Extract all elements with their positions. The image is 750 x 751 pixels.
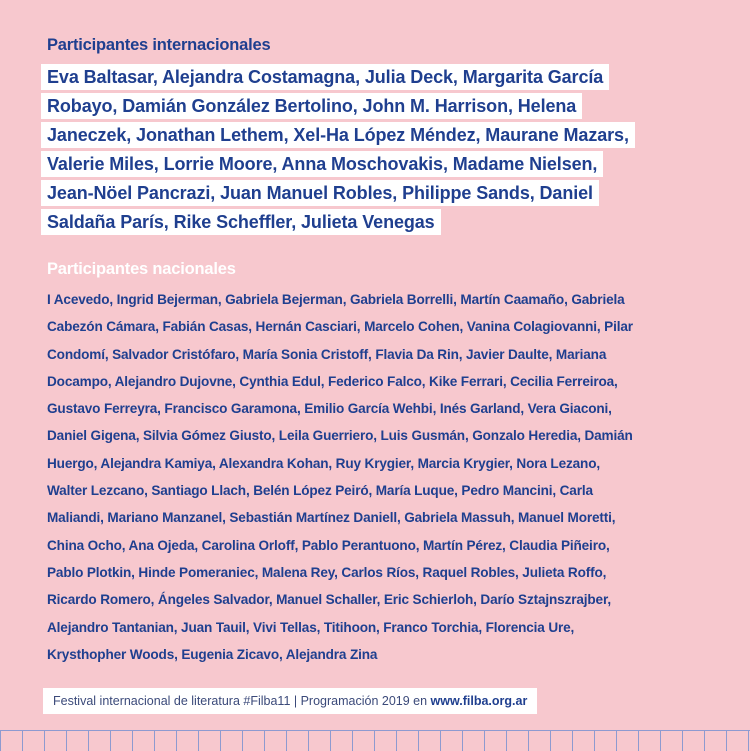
footer-text: Festival internacional de literatura #Filba11 | Programación 2019 en <box>53 694 431 708</box>
national-list <box>47 286 717 668</box>
national-heading: Participantes nacionales <box>47 260 236 278</box>
international-heading: Participantes internacionales <box>47 36 271 54</box>
international-line: Eva Baltasar, Alejandra Costamagna, Julia Deck, Margarita García <box>41 64 609 90</box>
national-line: Pablo Plotkin, Hinde Pomeraniec, Malena Rey, Carlos Ríos, Raquel Robles, Julieta Roffo, <box>47 564 607 580</box>
decorative-grid-strip <box>0 730 750 751</box>
international-line: Janeczek, Jonathan Lethem, Xel-Ha López Méndez, Maurane Mazars, <box>41 122 635 148</box>
national-line: I Acevedo, Ingrid Bejerman, Gabriela Bejerman, Gabriela Borrelli, Martín Caamaño, Gabriela <box>47 292 625 307</box>
national-line: Walter Lezcano, Santiago Llach, Belén López Peiró, María Luque, Pedro Mancini, Carla <box>47 483 593 499</box>
international-line: Saldaña París, Rike Scheffler, Julieta Venegas <box>41 209 441 235</box>
national-line: Gustavo Ferreyra, Francisco Garamona, Emilio García Wehbi, Inés Garland, Vera Giaconi, <box>47 401 612 417</box>
national-line: China Ocho, Ana Ojeda, Carolina Orloff, Pablo Perantuono, Martín Pérez, Claudia Piñeiro, <box>47 537 610 553</box>
national-line: Maliandi, Mariano Manzanel, Sebastián Martínez Daniell, Gabriela Massuh, Manuel Moretti, <box>47 510 616 526</box>
national-line: Condomí, Salvador Cristófaro, María Sonia Cristoff, Flavia Da Rin, Javier Daulte, Mariana <box>47 346 607 362</box>
national-line: Huergo, Alejandra Kamiya, Alexandra Kohan, Ruy Krygier, Marcia Krygier, Nora Lezano, <box>47 455 600 471</box>
national-line: Krysthopher Woods, Eugenia Zicavo, Alejandra Zina <box>47 646 378 662</box>
national-line: Cabezón Cámara, Fabián Casas, Hernán Casciari, Marcelo Cohen, Vanina Colagiovanni, Pilar <box>47 319 633 335</box>
national-line: Daniel Gigena, Silvia Gómez Giusto, Leila Guerriero, Luis Gusmán, Gonzalo Heredia, Damián <box>47 428 633 444</box>
international-list <box>41 64 721 238</box>
footer-url-link[interactable]: www.filba.org.ar <box>430 694 528 708</box>
international-line: Jean-Nöel Pancrazi, Juan Manuel Robles, Philippe Sands, Daniel <box>41 180 599 206</box>
national-line: Alejandro Tantanian, Juan Tauil, Vivi Tellas, Titihoon, Franco Torchia, Florencia Ure, <box>47 619 575 635</box>
international-line: Valerie Miles, Lorrie Moore, Anna Moschovakis, Madame Nielsen, <box>41 151 603 177</box>
national-line: Ricardo Romero, Ángeles Salvador, Manuel Schaller, Eric Schierloh, Darío Sztajnszrajber, <box>47 592 611 608</box>
international-line: Robayo, Damián González Bertolino, John M. Harrison, Helena <box>41 93 582 119</box>
national-line: Docampo, Alejandro Dujovne, Cynthia Edul, Federico Falco, Kike Ferrari, Cecilia Ferreiroa, <box>47 373 618 389</box>
footer-banner <box>43 688 537 714</box>
